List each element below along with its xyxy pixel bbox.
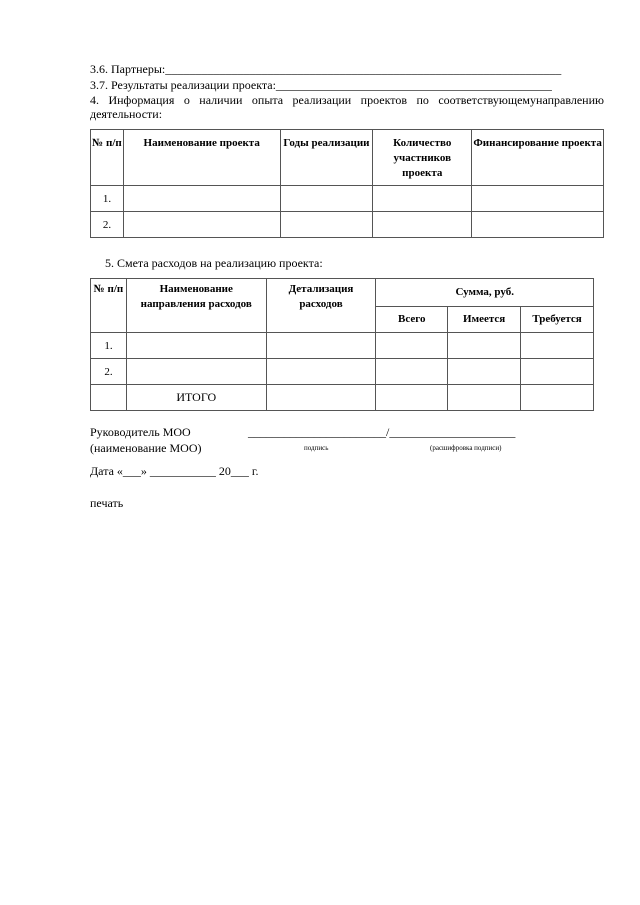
- table-cell: [280, 186, 373, 212]
- table-cell: [472, 186, 604, 212]
- date-line: Дата «___» ___________ 20___ г.: [90, 464, 259, 478]
- table-cell: [280, 212, 373, 238]
- total-row: [91, 385, 594, 411]
- stamp-label: печать: [90, 496, 124, 510]
- table-cell: [126, 333, 266, 359]
- table-cell: [376, 385, 448, 411]
- signature-lines: _______________________/_____________________: [248, 425, 516, 439]
- table-cell: [373, 212, 472, 238]
- row-number: 1.: [91, 186, 124, 212]
- table-cell: [266, 359, 376, 385]
- row-number: [91, 385, 127, 411]
- col-required-header: Требуется: [521, 307, 594, 333]
- row-number: 1.: [91, 333, 127, 359]
- col-expense-direction-header: Наименование направления расходов: [126, 279, 266, 333]
- table-cell: [373, 186, 472, 212]
- table-header-row: [91, 279, 594, 307]
- col-num-header: № п/п: [91, 279, 127, 333]
- col-detail-header: Детализация расходов: [266, 279, 376, 333]
- table-cell: [123, 186, 280, 212]
- col-participants-header: Количество участников проекта: [373, 130, 472, 186]
- signature-caption: подпись: [304, 444, 329, 452]
- col-financing-header: Финансирование проекта: [472, 130, 604, 186]
- results-line: 3.7. Результаты реализации проекта:______________________________________________: [90, 78, 552, 92]
- row-number: 2.: [91, 212, 124, 238]
- decode-caption: (расшифровка подписи): [430, 444, 502, 452]
- col-num-header: № п/п: [91, 130, 124, 186]
- experience-info-text: 4. Информация о наличии опыта реализации проектов по соответствующемунаправлению деятельности:: [90, 93, 604, 121]
- table-header-row: [91, 130, 604, 186]
- projects-experience-table: [90, 129, 604, 238]
- total-label: ИТОГО: [126, 385, 266, 411]
- budget-table: [90, 278, 594, 411]
- table-row: [91, 212, 604, 238]
- table-cell: [448, 333, 521, 359]
- head-label: Руководитель МОО: [90, 425, 191, 439]
- col-total-header: Всего: [376, 307, 448, 333]
- col-project-name-header: Наименование проекта: [123, 130, 280, 186]
- table-cell: [521, 359, 594, 385]
- organization-label: (наименование МОО): [90, 441, 202, 455]
- table-cell: [266, 385, 376, 411]
- signature-block: [90, 425, 604, 457]
- table-cell: [266, 333, 376, 359]
- budget-caption: 5. Смета расходов на реализацию проекта:: [105, 256, 323, 270]
- table-cell: [376, 359, 448, 385]
- table-cell: [123, 212, 280, 238]
- document-page: [90, 61, 604, 510]
- table-cell: [448, 359, 521, 385]
- row-number: 2.: [91, 359, 127, 385]
- col-years-header: Годы реализации: [280, 130, 373, 186]
- table-row: [91, 186, 604, 212]
- table-cell: [376, 333, 448, 359]
- table-cell: [448, 385, 521, 411]
- partners-line: 3.6. Партнеры:__________________________________________________________________: [90, 62, 562, 76]
- table-cell: [126, 359, 266, 385]
- table-row: [91, 333, 594, 359]
- col-available-header: Имеется: [448, 307, 521, 333]
- table-row: [91, 359, 594, 385]
- table-cell: [472, 212, 604, 238]
- col-sum-header: Сумма, руб.: [376, 279, 594, 307]
- table-cell: [521, 333, 594, 359]
- table-cell: [521, 385, 594, 411]
